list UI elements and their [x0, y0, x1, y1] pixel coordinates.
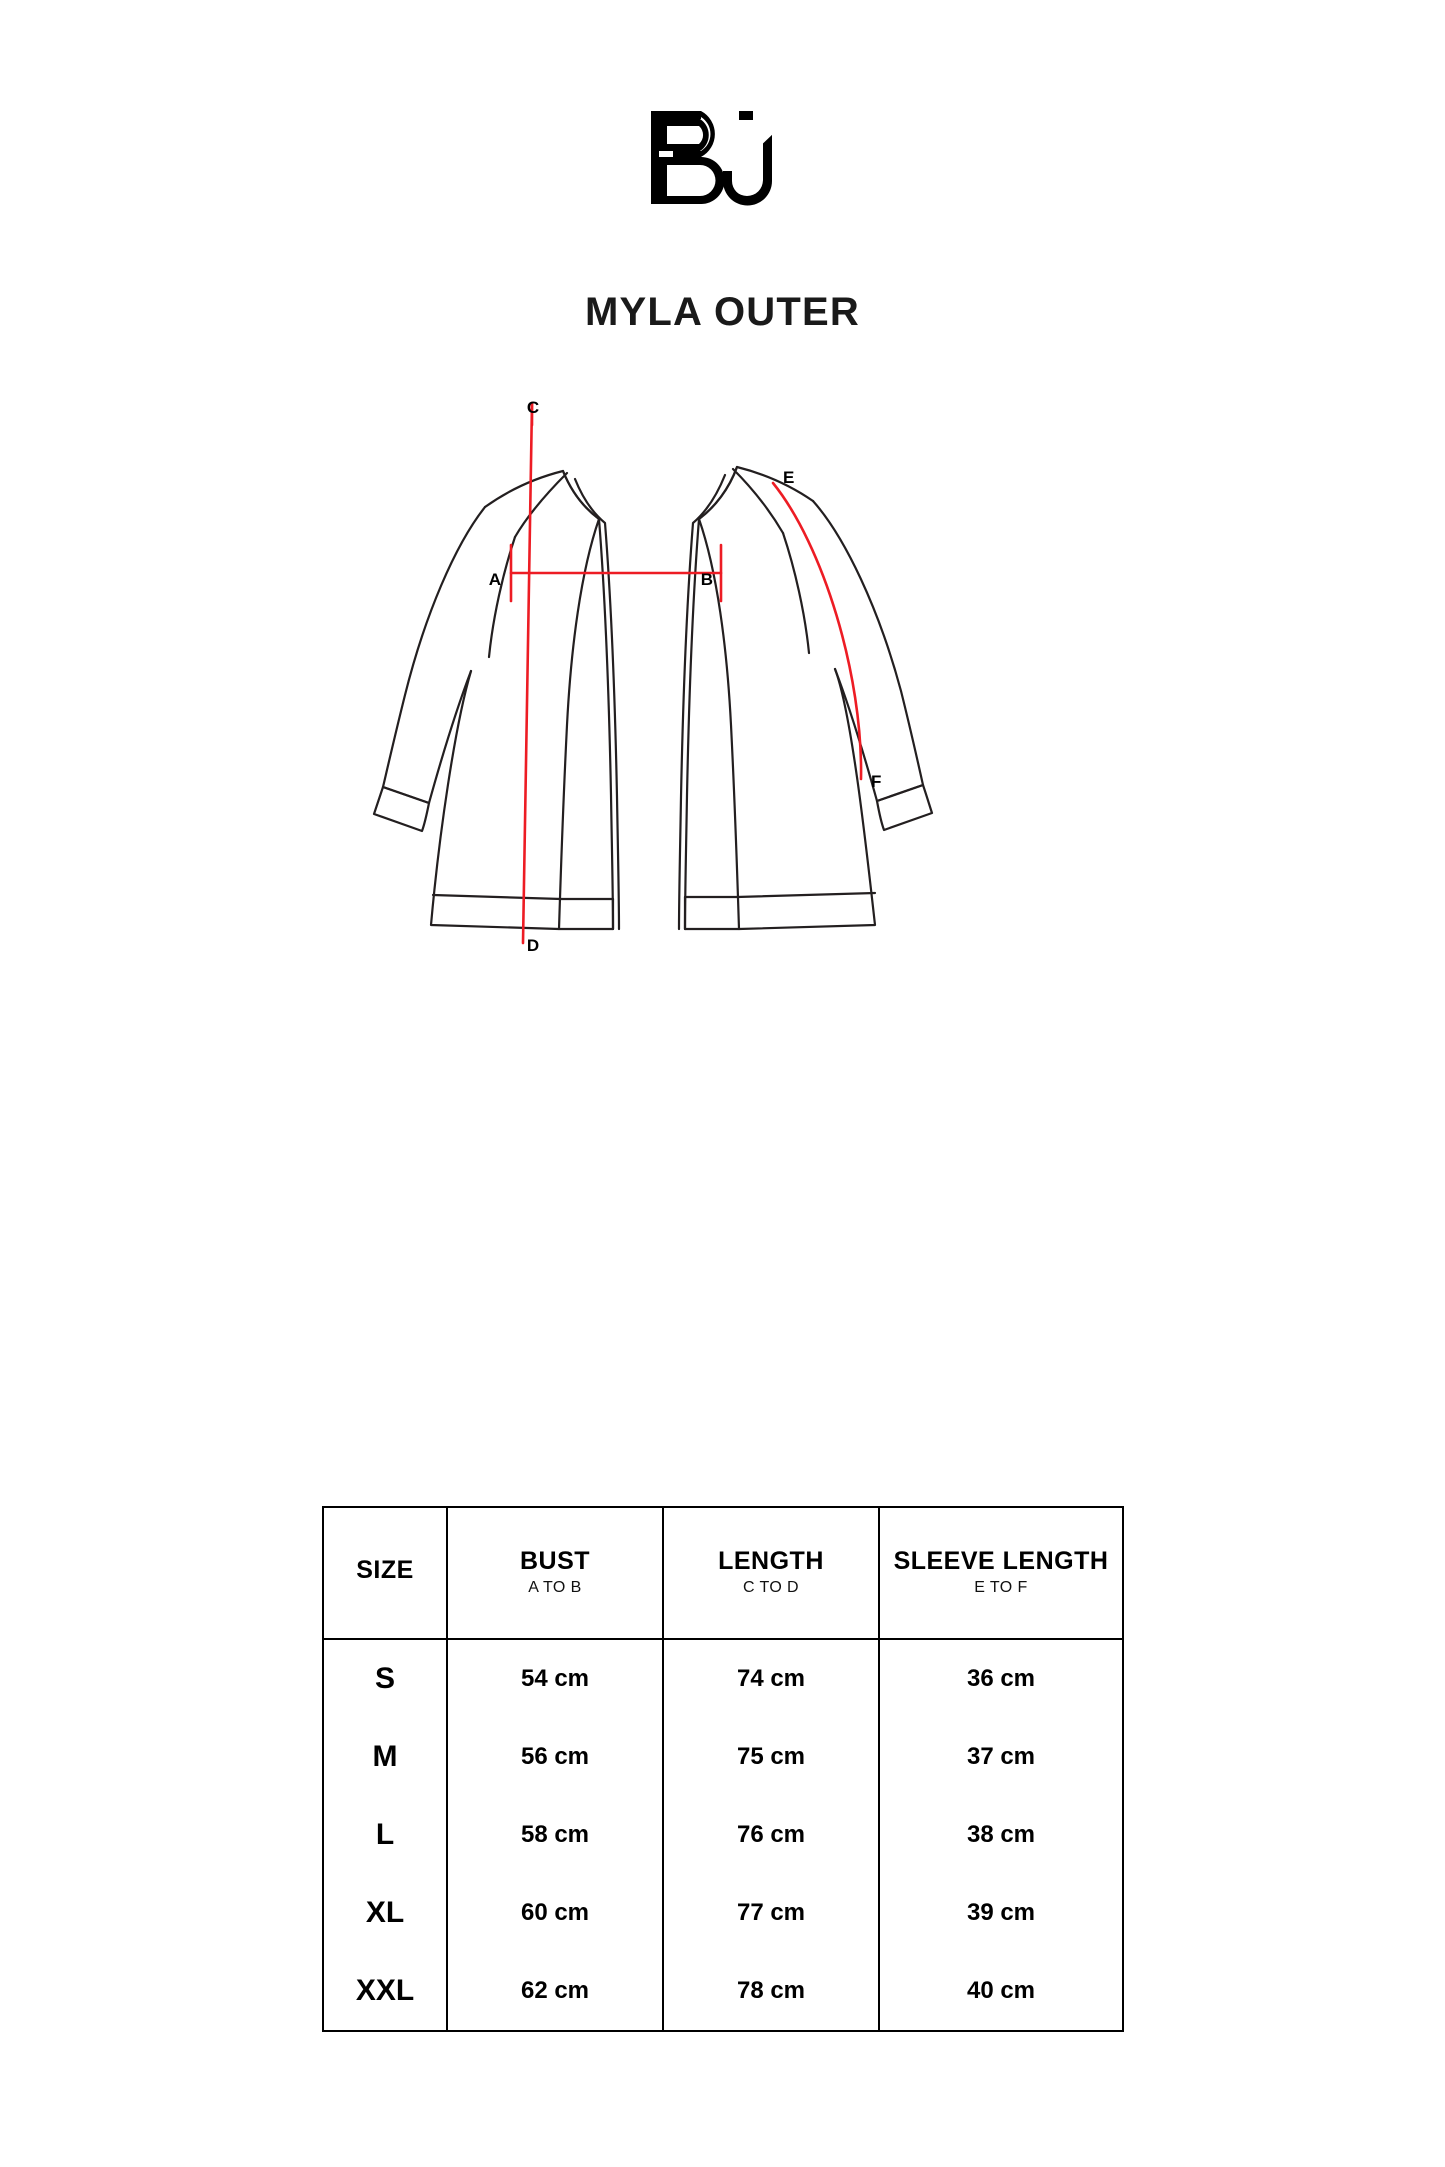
table-row: [323, 1796, 1123, 1874]
cell-size: M: [323, 1718, 447, 1796]
column-header-sleeve-length-label: SLEEVE LENGTH: [893, 1546, 1109, 1575]
cell-sleeve: 38 cm: [879, 1796, 1123, 1874]
table-row: [323, 1718, 1123, 1796]
cell-bust: 62 cm: [447, 1952, 663, 2031]
table-header-row: [323, 1507, 1123, 1639]
column-header-bust-label: BUST: [519, 1546, 591, 1575]
cell-sleeve: 37 cm: [879, 1718, 1123, 1796]
bj-monogram-logo: [643, 105, 803, 210]
cell-length: 78 cm: [663, 1952, 879, 2031]
cell-sleeve: 40 cm: [879, 1952, 1123, 2031]
diagram-label-f: F: [870, 772, 881, 791]
column-header-length-label: LENGTH: [718, 1546, 824, 1575]
table-row: [323, 1639, 1123, 1718]
cell-length: 77 cm: [663, 1874, 879, 1952]
page-title: MYLA OUTER: [585, 290, 860, 334]
column-header-length: [663, 1507, 879, 1639]
diagram-label-a: A: [488, 570, 501, 589]
diagram-label-e: E: [782, 468, 794, 487]
cell-sleeve: 36 cm: [879, 1639, 1123, 1718]
cell-size: XXL: [323, 1952, 447, 2031]
cell-bust: 58 cm: [447, 1796, 663, 1874]
table-row: [323, 1874, 1123, 1952]
column-header-sleeve-length-sub: E TO F: [974, 1579, 1028, 1597]
cell-length: 75 cm: [663, 1718, 879, 1796]
column-header-size-label: SIZE: [356, 1555, 414, 1584]
column-header-sleeve-length: [879, 1507, 1123, 1639]
diagram-label-b: B: [700, 570, 713, 589]
diagram-label-c: C: [526, 398, 539, 417]
column-header-length-sub: C TO D: [742, 1579, 800, 1597]
cell-length: 76 cm: [663, 1796, 879, 1874]
cell-bust: 54 cm: [447, 1639, 663, 1718]
column-header-bust-sub: A TO B: [528, 1579, 582, 1597]
size-table-container: [322, 1506, 1122, 2032]
garment-diagram: [343, 395, 1103, 1035]
cell-bust: 60 cm: [447, 1874, 663, 1952]
table-row: [323, 1952, 1123, 2031]
brand-logo: [643, 105, 803, 210]
cell-bust: 56 cm: [447, 1718, 663, 1796]
column-header-bust: [447, 1507, 663, 1639]
cell-length: 74 cm: [663, 1639, 879, 1718]
cell-size: S: [323, 1639, 447, 1718]
cell-size: XL: [323, 1874, 447, 1952]
size-table: [322, 1506, 1124, 2032]
diagram-label-d: D: [526, 936, 539, 955]
cell-sleeve: 39 cm: [879, 1874, 1123, 1952]
column-header-size: [323, 1507, 447, 1639]
cell-size: L: [323, 1796, 447, 1874]
outer-garment-measurement-diagram: [343, 395, 1103, 1035]
